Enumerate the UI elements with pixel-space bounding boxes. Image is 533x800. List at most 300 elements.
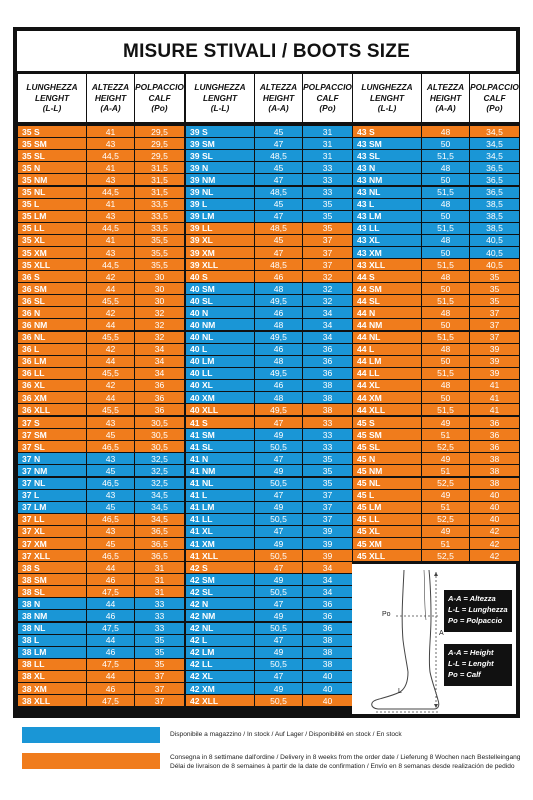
size-cell: 43 XL	[353, 235, 421, 246]
table-row	[353, 550, 519, 561]
height-cell: 44,5	[87, 259, 134, 270]
table-row	[353, 259, 519, 270]
table-row	[186, 550, 352, 561]
height-cell: 48	[422, 126, 469, 137]
legend-en-line: A-A = Height	[448, 648, 494, 657]
calf-cell: 31,5	[135, 174, 184, 185]
size-cell: 40 XM	[186, 392, 254, 403]
calf-cell: 37	[303, 502, 352, 513]
calf-cell: 34	[303, 574, 352, 585]
height-cell: 51,5	[422, 332, 469, 343]
header-line: LUNGHEZZA	[194, 82, 246, 93]
size-cell: 37 N	[18, 453, 86, 464]
size-cell: 36 XM	[18, 392, 86, 403]
table-row	[353, 187, 519, 198]
calf-cell: 36,5	[470, 162, 519, 173]
table-row	[18, 683, 184, 694]
height-cell: 43	[87, 490, 134, 501]
table-row	[18, 417, 184, 428]
size-cell: 35 L	[18, 199, 86, 210]
height-cell: 51	[422, 429, 469, 440]
header-calf	[135, 74, 184, 122]
height-cell: 43	[87, 453, 134, 464]
size-cell: 45 NL	[353, 478, 421, 489]
calf-cell: 36	[470, 429, 519, 440]
size-cell: 39 N	[186, 162, 254, 173]
calf-cell: 33	[303, 162, 352, 173]
calf-cell: 35	[135, 659, 184, 670]
calf-cell: 40,5	[470, 235, 519, 246]
size-cell: 37 LM	[18, 502, 86, 513]
size-cell: 35 LL	[18, 223, 86, 234]
height-cell: 43	[87, 417, 134, 428]
height-cell: 51,5	[422, 187, 469, 198]
table-row	[186, 526, 352, 537]
height-cell: 50,5	[255, 550, 302, 561]
size-cell: 35 S	[18, 126, 86, 137]
calf-cell: 33	[303, 429, 352, 440]
size-cell: 39 LL	[186, 223, 254, 234]
table-row	[18, 199, 184, 210]
table-row	[353, 199, 519, 210]
calf-cell: 35,5	[135, 259, 184, 270]
table-row	[18, 465, 184, 476]
size-cell: 41 N	[186, 453, 254, 464]
height-cell: 43	[87, 526, 134, 537]
calf-cell: 37	[303, 247, 352, 258]
height-cell: 51	[422, 465, 469, 476]
calf-cell: 41	[470, 380, 519, 391]
table-row	[186, 174, 352, 185]
calf-cell: 37	[470, 332, 519, 343]
header-line: HEIGHT	[262, 92, 295, 103]
size-cell: 44 NL	[353, 332, 421, 343]
height-cell: 42	[87, 307, 134, 318]
height-cell: 44	[87, 562, 134, 573]
calf-cell: 34,5	[470, 138, 519, 149]
calf-cell: 42	[470, 550, 519, 561]
height-cell: 49	[255, 538, 302, 549]
table-row	[18, 271, 184, 282]
size-cell: 35 XM	[18, 247, 86, 258]
table-row	[186, 586, 352, 597]
header-line: POLPACCIO	[135, 82, 184, 93]
size-cell: 37 NL	[18, 478, 86, 489]
size-cell: 40 LL	[186, 368, 254, 379]
table-row	[18, 429, 184, 440]
size-cell: 41 SL	[186, 441, 254, 452]
height-cell: 48,5	[255, 259, 302, 270]
height-cell: 45,5	[87, 332, 134, 343]
calf-cell: 40	[303, 683, 352, 694]
table-row	[18, 562, 184, 573]
height-cell: 48	[422, 162, 469, 173]
height-cell: 46,5	[87, 441, 134, 452]
size-cell: 37 S	[18, 417, 86, 428]
size-cell: 43 LL	[353, 223, 421, 234]
calf-cell: 32	[303, 271, 352, 282]
height-cell: 50	[422, 283, 469, 294]
height-cell: 48	[422, 307, 469, 318]
height-cell: 49,5	[255, 295, 302, 306]
height-cell: 50	[422, 138, 469, 149]
calf-cell: 37	[303, 235, 352, 246]
table-row	[186, 392, 352, 403]
calf-cell: 34	[303, 319, 352, 330]
calf-cell: 34,5	[470, 126, 519, 137]
table-row	[353, 319, 519, 330]
height-cell: 47	[255, 671, 302, 682]
calf-cell: 37	[135, 671, 184, 682]
calf-cell: 31,5	[135, 187, 184, 198]
size-cell: 37 XM	[18, 538, 86, 549]
table-row	[353, 417, 519, 428]
header-line: LUNGHEZZA	[361, 82, 413, 93]
size-cell: 41 L	[186, 490, 254, 501]
calf-cell: 33	[303, 187, 352, 198]
size-cell: 44 LM	[353, 356, 421, 367]
table-row	[353, 162, 519, 173]
calf-cell: 33	[135, 598, 184, 609]
height-cell: 52,5	[422, 550, 469, 561]
size-cell: 41 LM	[186, 502, 254, 513]
calf-cell: 40	[470, 502, 519, 513]
calf-cell: 37	[470, 319, 519, 330]
size-cell: 44 NM	[353, 319, 421, 330]
header-line: (A-A)	[435, 103, 456, 114]
size-cell: 38 LL	[18, 659, 86, 670]
height-cell: 46	[87, 647, 134, 658]
table-row	[18, 453, 184, 464]
size-cell: 35 SL	[18, 150, 86, 161]
calf-cell: 33,5	[135, 199, 184, 210]
calf-cell: 32,5	[135, 453, 184, 464]
size-cell: 36 LM	[18, 356, 86, 367]
label-po: Po	[382, 611, 391, 618]
table-row	[18, 574, 184, 585]
calf-cell: 33	[303, 417, 352, 428]
size-cell: 43 SM	[353, 138, 421, 149]
height-cell: 45	[87, 465, 134, 476]
height-cell: 45	[255, 235, 302, 246]
calf-cell: 36,5	[135, 538, 184, 549]
table-row	[353, 211, 519, 222]
size-cell: 38 S	[18, 562, 86, 573]
size-cell: 39 XM	[186, 247, 254, 258]
header-line: ALTEZZA	[426, 82, 465, 93]
size-cell: 43 XM	[353, 247, 421, 258]
height-cell: 44,5	[87, 187, 134, 198]
height-cell: 49	[255, 610, 302, 621]
size-cell: 42 XM	[186, 683, 254, 694]
height-cell: 49	[422, 417, 469, 428]
height-cell: 51,5	[422, 259, 469, 270]
size-cell: 40 N	[186, 307, 254, 318]
calf-cell: 38	[303, 659, 352, 670]
size-cell: 44 S	[353, 271, 421, 282]
table-row	[186, 150, 352, 161]
table-row	[186, 187, 352, 198]
header-line: HEIGHT	[94, 92, 127, 103]
calf-cell: 34,5	[135, 490, 184, 501]
table-row	[18, 526, 184, 537]
header-line: ALTEZZA	[259, 82, 298, 93]
header-line: CALF	[148, 92, 171, 103]
size-cell: 44 L	[353, 344, 421, 355]
table-row	[18, 538, 184, 549]
size-cell: 44 LL	[353, 368, 421, 379]
size-cell: 36 XLL	[18, 404, 86, 415]
table-row	[186, 453, 352, 464]
height-cell: 50,5	[255, 659, 302, 670]
height-cell: 47	[255, 635, 302, 646]
calf-cell: 36	[303, 368, 352, 379]
height-cell: 47	[255, 526, 302, 537]
calf-cell: 34	[303, 332, 352, 343]
height-cell: 50,5	[255, 586, 302, 597]
calf-cell: 32,5	[135, 478, 184, 489]
calf-cell: 38,5	[470, 223, 519, 234]
size-cell: 39 LM	[186, 211, 254, 222]
size-cell: 42 NM	[186, 610, 254, 621]
calf-cell: 33,5	[135, 223, 184, 234]
height-cell: 49	[422, 490, 469, 501]
calf-cell: 38	[303, 380, 352, 391]
size-cell: 40 XLL	[186, 404, 254, 415]
calf-cell: 33	[303, 174, 352, 185]
table-row	[18, 586, 184, 597]
height-cell: 49	[255, 465, 302, 476]
table-row	[18, 610, 184, 621]
height-cell: 50	[422, 247, 469, 258]
table-row	[18, 235, 184, 246]
table-row	[186, 356, 352, 367]
table-row	[18, 441, 184, 452]
table-row	[18, 150, 184, 161]
height-cell: 51,5	[422, 404, 469, 415]
table-row	[18, 187, 184, 198]
table-row	[353, 332, 519, 343]
table-row	[186, 598, 352, 609]
height-cell: 45	[87, 429, 134, 440]
calf-cell: 35	[135, 635, 184, 646]
table-row	[353, 344, 519, 355]
table-row	[18, 162, 184, 173]
table-row	[186, 368, 352, 379]
table-row	[18, 307, 184, 318]
calf-cell: 34,5	[135, 502, 184, 513]
size-cell: 36 SL	[18, 295, 86, 306]
size-cell: 45 XM	[353, 538, 421, 549]
header-line: (Po)	[319, 103, 336, 114]
calf-cell: 37	[303, 490, 352, 501]
size-cell: 40 NM	[186, 319, 254, 330]
calf-cell: 35	[470, 283, 519, 294]
header-line: POLPACCIO	[470, 82, 519, 93]
table-row	[18, 283, 184, 294]
table-row	[353, 235, 519, 246]
calf-cell: 34	[303, 562, 352, 573]
height-cell: 48,5	[255, 150, 302, 161]
header-line: CALF	[316, 92, 339, 103]
height-cell: 48	[422, 380, 469, 391]
table-row	[18, 392, 184, 403]
height-cell: 44,5	[87, 223, 134, 234]
legend-it-line: A-A = Altezza	[448, 594, 496, 603]
table-row	[186, 478, 352, 489]
height-cell: 51,5	[422, 223, 469, 234]
size-cell: 36 XL	[18, 380, 86, 391]
height-cell: 47	[255, 453, 302, 464]
calf-cell: 31	[135, 574, 184, 585]
height-cell: 50	[422, 211, 469, 222]
height-cell: 47,5	[87, 586, 134, 597]
height-cell: 43	[87, 138, 134, 149]
calf-cell: 36	[135, 380, 184, 391]
size-cell: 37 L	[18, 490, 86, 501]
table-row	[186, 247, 352, 258]
size-cell: 39 NM	[186, 174, 254, 185]
table-row	[18, 344, 184, 355]
calf-cell: 29,5	[135, 150, 184, 161]
height-cell: 49	[255, 683, 302, 694]
height-cell: 45,5	[87, 295, 134, 306]
table-row	[186, 417, 352, 428]
table-row	[186, 429, 352, 440]
calf-cell: 37	[303, 259, 352, 270]
stock-legend-text: Disponibile a magazzino / In stock / Auf Lager / Disponibilité en stock / En stock	[170, 731, 402, 738]
table-row	[186, 502, 352, 513]
height-cell: 44,5	[87, 150, 134, 161]
header-line: HEIGHT	[429, 92, 462, 103]
table-row	[18, 332, 184, 343]
height-cell: 51,5	[422, 368, 469, 379]
size-cell: 39 XLL	[186, 259, 254, 270]
table-row	[18, 502, 184, 513]
table-row	[186, 610, 352, 621]
table-row	[186, 332, 352, 343]
legend-it-line: L-L = Lunghezza	[448, 605, 508, 614]
table-row	[18, 647, 184, 658]
height-cell: 47	[255, 562, 302, 573]
calf-cell: 38,5	[470, 211, 519, 222]
table-row	[186, 199, 352, 210]
table-row	[353, 223, 519, 234]
height-cell: 49,5	[255, 368, 302, 379]
height-cell: 46,5	[87, 514, 134, 525]
size-cell: 36 LL	[18, 368, 86, 379]
height-cell: 52,5	[422, 441, 469, 452]
height-cell: 52,5	[422, 478, 469, 489]
height-cell: 49,5	[255, 332, 302, 343]
calf-cell: 36	[135, 404, 184, 415]
size-cell: 45 LL	[353, 514, 421, 525]
table-row	[353, 368, 519, 379]
header-line: (A-A)	[268, 103, 289, 114]
size-cell: 45 XL	[353, 526, 421, 537]
size-cell: 42 N	[186, 598, 254, 609]
calf-cell: 35	[303, 453, 352, 464]
height-cell: 43	[87, 174, 134, 185]
legend-en-line: L-L = Lenght	[448, 659, 494, 668]
calf-cell: 39	[303, 550, 352, 561]
size-cell: 37 SL	[18, 441, 86, 452]
table-row	[18, 550, 184, 561]
table-row	[18, 138, 184, 149]
size-cell: 36 NM	[18, 319, 86, 330]
table-row	[186, 574, 352, 585]
table-row	[18, 319, 184, 330]
header-length	[353, 74, 421, 122]
size-cell: 45 SM	[353, 429, 421, 440]
calf-cell: 30,5	[135, 429, 184, 440]
calf-cell: 40,5	[470, 259, 519, 270]
height-cell: 48	[255, 319, 302, 330]
table-row	[186, 683, 352, 694]
table-row	[186, 490, 352, 501]
size-cell: 35 SM	[18, 138, 86, 149]
calf-cell: 31	[303, 138, 352, 149]
size-cell: 45 S	[353, 417, 421, 428]
height-cell: 42	[87, 271, 134, 282]
size-cell: 43 NM	[353, 174, 421, 185]
height-cell: 47	[255, 598, 302, 609]
table-row	[186, 126, 352, 137]
size-cell: 40 LM	[186, 356, 254, 367]
height-cell: 45,5	[87, 368, 134, 379]
table-row	[353, 307, 519, 318]
leg-diagram-panel	[352, 564, 516, 714]
height-cell: 48,5	[255, 187, 302, 198]
size-cell: 38 L	[18, 635, 86, 646]
height-cell: 48	[422, 344, 469, 355]
calf-cell: 35	[303, 199, 352, 210]
calf-cell: 32	[135, 319, 184, 330]
size-cell: 36 L	[18, 344, 86, 355]
size-cell: 42 XL	[186, 671, 254, 682]
size-cell: 35 LM	[18, 211, 86, 222]
calf-cell: 34	[303, 586, 352, 597]
table-row	[186, 211, 352, 222]
size-cell: 39 NL	[186, 187, 254, 198]
size-cell: 40 SM	[186, 283, 254, 294]
table-row	[353, 538, 519, 549]
calf-cell: 34	[135, 368, 184, 379]
calf-cell: 31,5	[135, 162, 184, 173]
calf-cell: 32,5	[135, 465, 184, 476]
label-l: L	[398, 688, 402, 695]
size-cell: 38 LM	[18, 647, 86, 658]
calf-cell: 31	[303, 126, 352, 137]
table-row	[18, 598, 184, 609]
table-row	[18, 623, 184, 634]
calf-cell: 39	[303, 538, 352, 549]
size-cell: 38 NM	[18, 610, 86, 621]
height-cell: 44	[87, 319, 134, 330]
page-title: MISURE STIVALI / BOOTS SIZE	[17, 31, 516, 71]
header-line: (Po)	[486, 103, 503, 114]
header-length	[186, 74, 254, 122]
table-row	[353, 150, 519, 161]
table-row	[186, 307, 352, 318]
table-row	[353, 247, 519, 258]
table-row	[186, 404, 352, 415]
table-row	[353, 526, 519, 537]
size-cell: 43 XLL	[353, 259, 421, 270]
header-line: LUNGHEZZA	[26, 82, 78, 93]
table-row	[18, 259, 184, 270]
size-cell: 39 SM	[186, 138, 254, 149]
